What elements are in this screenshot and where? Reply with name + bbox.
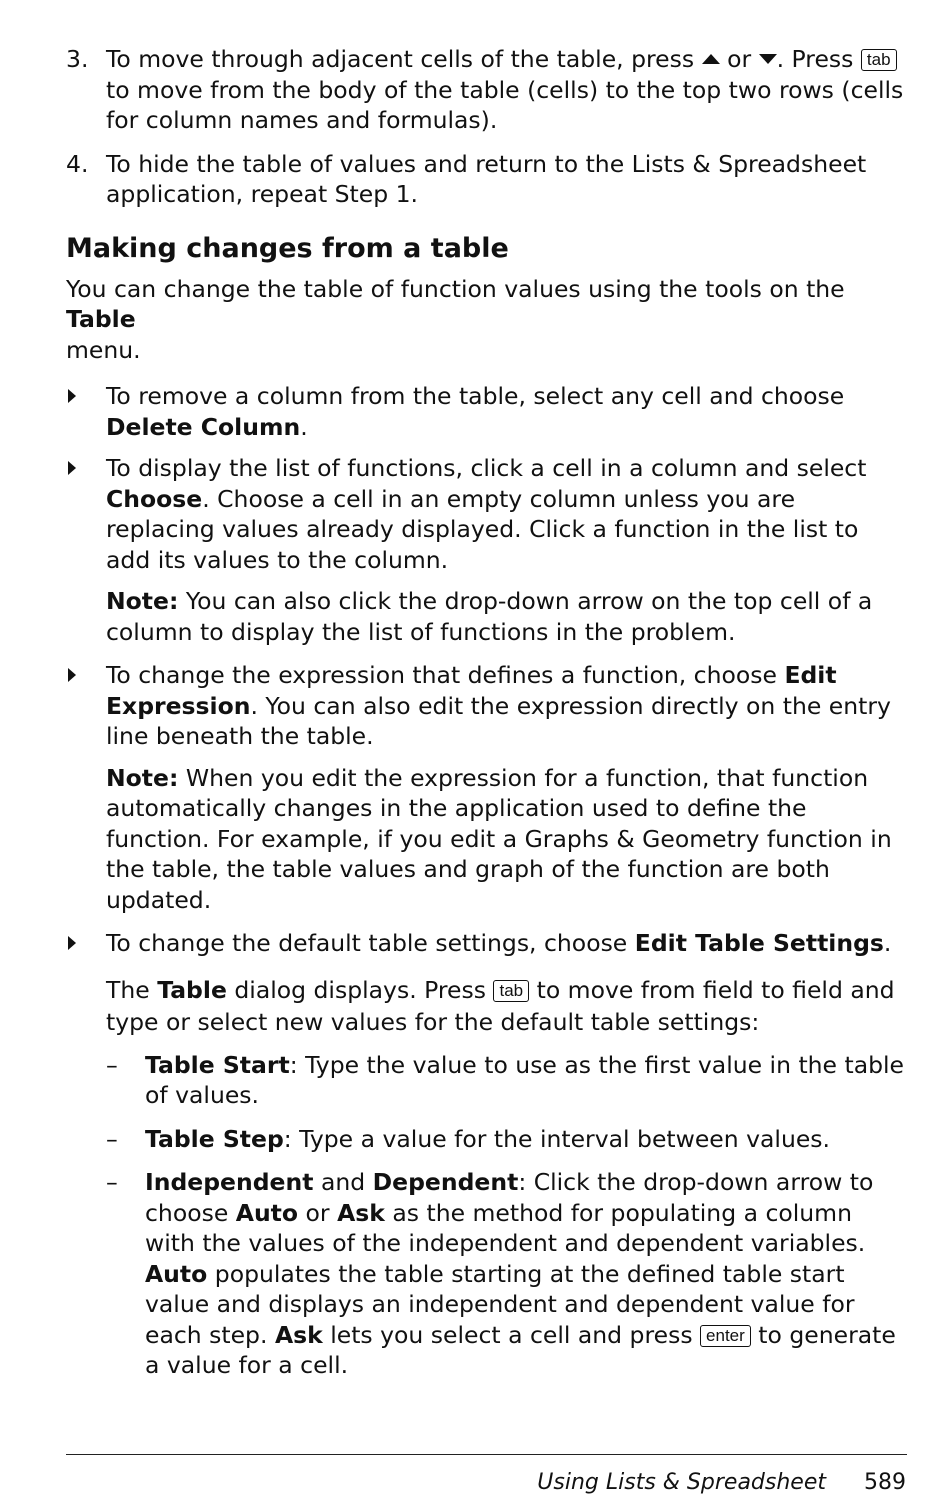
page-number: 589 (864, 1470, 906, 1495)
step-number: 3. (66, 45, 89, 73)
page-footer (537, 1469, 906, 1497)
bullet-edit-expression: To change the expression that defines a function, choose Edit Expression. You can also edit the expression directly on the entry line beneath the table. (66, 660, 906, 752)
footer-rule (66, 1454, 907, 1455)
bullet-delete-column: To remove a column from the table, select any cell and choose Delete Column. (66, 381, 906, 442)
step-number: 4. (66, 149, 89, 178)
step-3 (66, 44, 906, 136)
footer-title: Using Lists & Spreadsheet (537, 1470, 826, 1495)
step-text: To hide the table of values and return to the Lists & Spreadsheet application, repeat Step 1. (106, 149, 867, 208)
step-text: To move through adjacent cells of the table, press or . Press tab to move from the body of the table (cells) to the top two rows (cells for column names and formulas). (106, 45, 904, 134)
triangle-bullet-icon (68, 668, 76, 682)
tab-key: tab (861, 49, 897, 71)
bullet-choose: To display the list of functions, click a cell in a column and select Choose. Choose a cell in an empty column unless you are replacing values already displayed. Click a function in the list to add its values to the column. (66, 453, 906, 575)
triangle-bullet-icon (68, 461, 76, 475)
section-heading: Making changes from a table (66, 232, 509, 264)
down-arrow-key-icon (759, 54, 777, 64)
dash-item-independent-dependent: – Independent and Dependent: Click the drop-down arrow to choose Auto or Ask as the method for populating a column with the values of the independent and dependent variables. Auto populates the table starting at the defined table start value and displays an independent and dependent value for each step. Ask lets you select a cell and press enter to generate a value for a cell. (106, 1168, 896, 1379)
step-4 (66, 149, 906, 210)
note-edit-expression: Note: When you edit the expression for a function, that function automatically changes in the application used to define the function. For example, if you edit a Graphs & Geometry function in the table, the table values and graph of the function are both updated. (106, 763, 892, 914)
dash-item-table-step: – Table Step: Type a value for the interval between values. (106, 1124, 831, 1153)
triangle-bullet-icon (68, 936, 76, 950)
tab-key: tab (493, 980, 529, 1002)
triangle-bullet-icon (68, 389, 76, 403)
table-dialog-paragraph: The Table dialog displays. Press tab to move from field to field and type or select new values for the default table settings: (106, 975, 895, 1036)
up-arrow-key-icon (702, 54, 720, 64)
bullet-edit-table-settings: To change the default table settings, choose Edit Table Settings. (66, 928, 906, 959)
note-choose: Note: You can also click the drop-down arrow on the top cell of a column to display the list of functions in the problem. (106, 587, 873, 646)
dash-item-table-start: – Table Start: Type the value to use as the first value in the table of values. (106, 1050, 905, 1109)
section-intro: You can change the table of function values using the tools on the Table menu. (66, 274, 845, 364)
enter-key: enter (700, 1325, 751, 1347)
page-content (66, 44, 906, 1381)
